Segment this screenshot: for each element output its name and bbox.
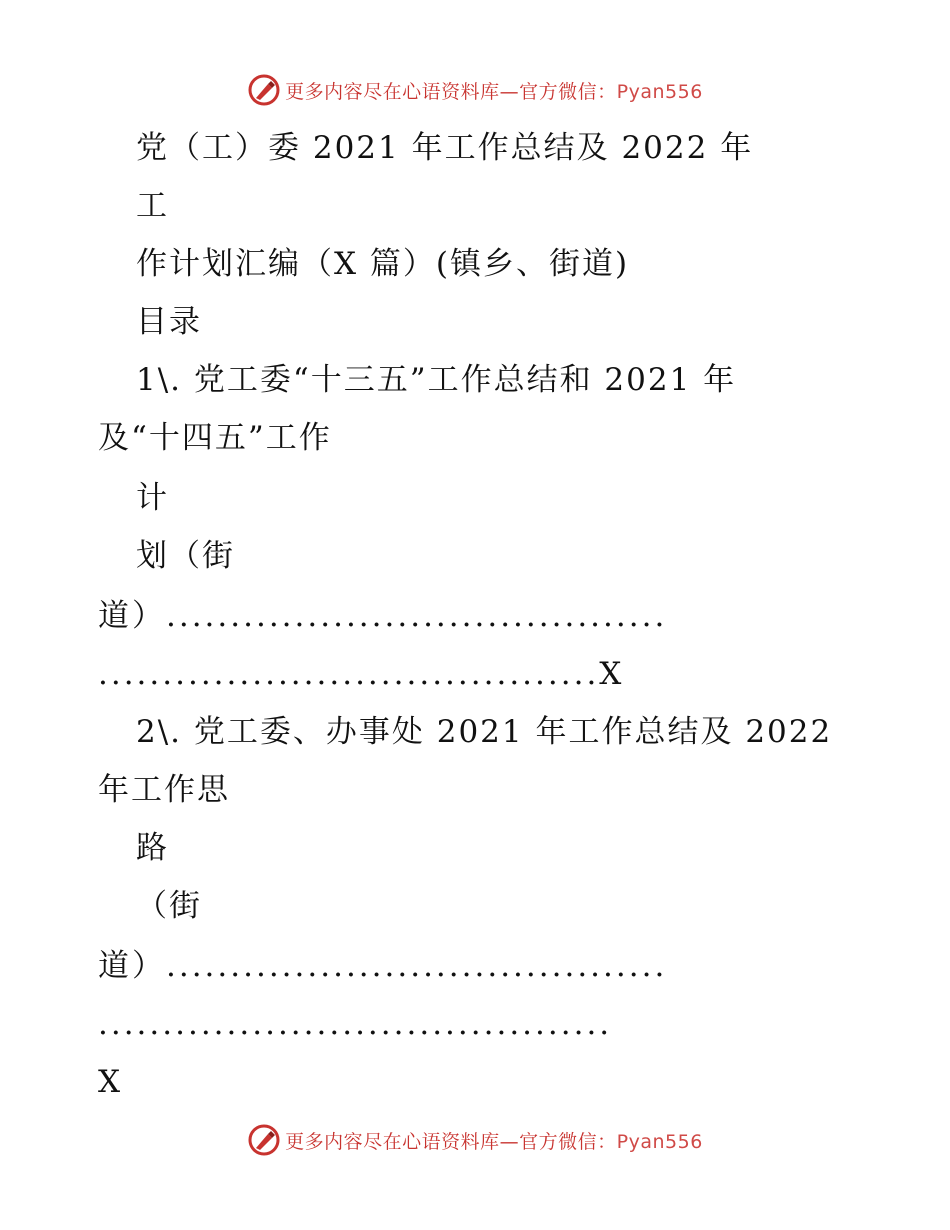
toc-entry-1-line-4: 划（街 bbox=[136, 538, 235, 574]
watermark-text: 更多内容尽在心语资料库—官方微信：Pyan556 bbox=[285, 1130, 703, 1153]
toc-entry-2-line-4: （街 bbox=[136, 888, 202, 924]
title-line-3: 作计划汇编（X 篇）(镇乡、街道) bbox=[136, 246, 630, 282]
toc-entry-1-line-2: 及“十四五”工作 bbox=[98, 420, 332, 456]
toc-entry-2-leader-2: ........................................ bbox=[98, 1006, 613, 1042]
title-line-2: 工 bbox=[136, 188, 169, 224]
toc-entry-1-line-1: 1\. 党工委“十三五”工作总结和 2021 年 bbox=[136, 362, 737, 398]
toc-entry-1-leader-1: 道）....................................... bbox=[98, 598, 668, 634]
toc-entry-2-page-marker: X bbox=[98, 1064, 123, 1100]
toc-entry-2-line-2: 年工作思 bbox=[98, 772, 230, 808]
toc-entry-1-leader-2: .......................................X bbox=[98, 656, 625, 692]
watermark-text: 更多内容尽在心语资料库—官方微信：Pyan556 bbox=[285, 80, 703, 103]
toc-heading: 目录 bbox=[136, 304, 202, 340]
toc-entry-2-line-1: 2\. 党工委、办事处 2021 年工作总结及 2022 bbox=[136, 714, 833, 750]
title-line-1: 党（工）委 2021 年工作总结及 2022 年 bbox=[136, 130, 754, 166]
pen-logo-icon bbox=[247, 73, 281, 107]
toc-entry-1-line-3: 计 bbox=[136, 480, 169, 516]
toc-entry-2-leader-1: 道）....................................... bbox=[98, 948, 668, 984]
pen-logo-icon bbox=[247, 1123, 281, 1157]
watermark-footer bbox=[0, 1120, 950, 1160]
toc-entry-2-line-3: 路 bbox=[136, 830, 169, 866]
watermark-header bbox=[0, 70, 950, 110]
